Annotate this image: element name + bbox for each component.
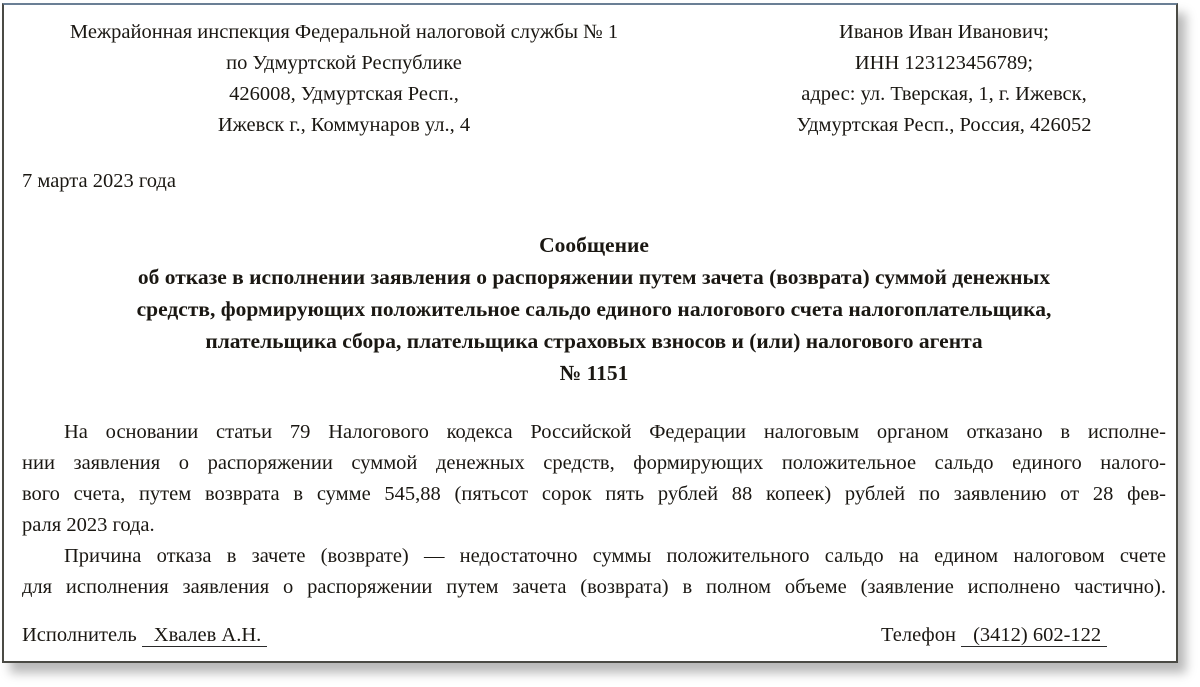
taxpayer-info (704, 17, 1184, 141)
document-sheet (2, 3, 1178, 663)
taxpayer-line: ИНН 123123456789; (854, 52, 1034, 74)
address-line: Ижевск г., Коммунаров ул., 4 (217, 114, 471, 136)
text-line: вого счета, путем возврата в сумме 545,88 (пятьсот сорок пять рублей 88 копеек) рублей по заявлению от 28 фев- (22, 483, 1166, 505)
address-line: 426008, Удмуртская Респ., (229, 83, 459, 105)
document-date: 7 марта 2023 года (22, 170, 176, 192)
address-line: по Удмуртской Республике (226, 52, 462, 74)
title-line: об отказе в исполнении заявления о распоряжении путем зачета (возврата) суммой денежных (137, 265, 1051, 289)
taxpayer-line: Иванов Иван Иванович; (839, 21, 1049, 43)
text-line: для исполнения заявления о распоряжении путем зачета (возврата) в полном объеме (заявление исполнено частично). (22, 576, 1166, 598)
document-title (4, 229, 1184, 389)
title-line: средств, формирующих положительное сальдо единого налогового счета налогоплательщика, (136, 297, 1052, 321)
address-line: Межрайонная инспекция Федеральной налоговой службы № 1 (69, 21, 619, 43)
executor-name: Хвалев А.Н. (142, 624, 268, 647)
phone-value: (3412) 602-122 (961, 624, 1107, 647)
paragraph-reason (22, 541, 1166, 603)
phone-label: Телефон (881, 624, 956, 646)
paragraph-refusal (22, 417, 1166, 541)
phone (881, 624, 1107, 647)
executor-label: Исполнитель (22, 624, 137, 646)
text-line: Причина отказа в зачете (возврате) — недостаточно суммы положительного сальдо на едином налоговом счете (64, 545, 1166, 567)
text-line: На основании статьи 79 Налогового кодекса Российской Федерации налоговым органом отказано в исполне- (64, 421, 1166, 443)
text-line: нии заявления о распоряжении суммой денежных средств, формирующих положительное сальдо единого налого- (22, 452, 1166, 474)
title-line: Сообщение (539, 233, 649, 257)
taxpayer-line: Удмуртская Респ., Россия, 426052 (796, 114, 1092, 136)
document-number: № 1151 (559, 361, 629, 385)
tax-authority-address (14, 17, 674, 141)
title-line: плательщика сбора, плательщика страховых взносов и (или) налогового агента (205, 329, 983, 353)
text-line: раля 2023 года. (22, 514, 155, 536)
executor (22, 624, 267, 647)
taxpayer-line: адрес: ул. Тверская, 1, г. Ижевск, (801, 83, 1087, 105)
